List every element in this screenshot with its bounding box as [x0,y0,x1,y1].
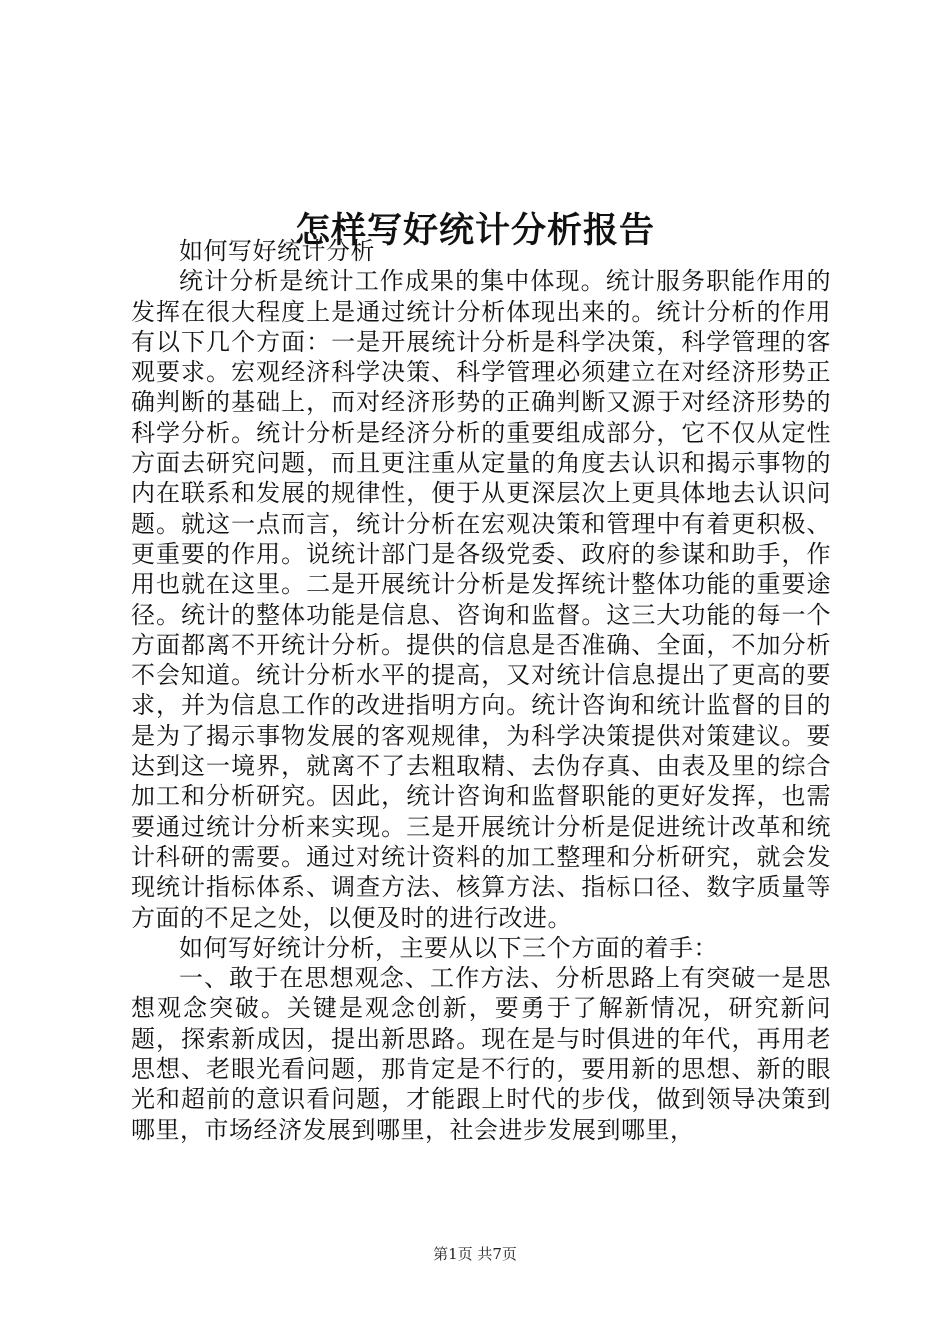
paragraph-section-one: 一、敢于在思想观念、工作方法、分析思路上有突破一是思想观念突破。关键是观念创新，要勇于了解新情况，研究新问题，探索新成因，提出新思路。现在是与时俱进的年代，再用老思想、老眼光看问题，那肯定是不行的，要用新的思想、新的眼光和超前的意识看问题，才能跟上时代的步伐，做到领导决策到哪里，市场经济发展到哪里，社会进步发展到哪里， [131,964,831,1144]
paragraph-heading: 如何写好统计分析 [179,237,375,265]
paragraph-lead: 如何写好统计分析，主要从以下三个方面的着手： [179,933,718,962]
page-number-footer: 第1页 共7页 [433,1245,517,1263]
document-title: 怎样写好统计分析报告 [294,210,655,252]
document-body [131,236,831,1145]
paragraph-intro: 统计分析是统计工作成果的集中体现。统计服务职能作用的发挥在很大程度上是通过统计分析体现出来的。统计分析的作用有以下几个方面：一是开展统计分析是科学决策，科学管理的客观要求。宏观经济科学决策、科学管理必须建立在对经济形势正确判断的基础上，而对经济形势的正确判断又源于对经济形势的科学分析。统计分析是经济分析的重要组成部分，它不仅从定性方面去研究问题，而且更注重从定量的角度去认识和揭示事物的内在联系和发展的规律性，便于从更深层次上更具体地去认识问题。就这一点而言，统计分析在宏观决策和管理中有着更积极、更重要的作用。说统计部门是各级党委、政府的参谋和助手，作用也就在这里。二是开展统计分析是发挥统计整体功能的重要途径。统计的整体功能是信息、咨询和监督。这三大功能的每一个方面都离不开统计分析。提供的信息是否准确、全面，不加分析不会知道。统计分析水平的提高，又对统计信息提出了更高的要求，并为信息工作的改进指明方向。统计咨询和统计监督的目的是为了揭示事物发展的客观规律，为科学决策提供对策建议。要达到这一境界，就离不了去粗取精、去伪存真、由表及里的综合加工和分析研究。因此，统计咨询和监督职能的更好发挥，也需要通过统计分析来实现。三是开展统计分析是促进统计改革和统计科研的需要。通过对统计资料的加工整理和分析研究，就会发现统计指标体系、调查方法、核算方法、指标口径、数字质量等方面的不足之处，以便及时的进行改进。 [131,267,831,932]
